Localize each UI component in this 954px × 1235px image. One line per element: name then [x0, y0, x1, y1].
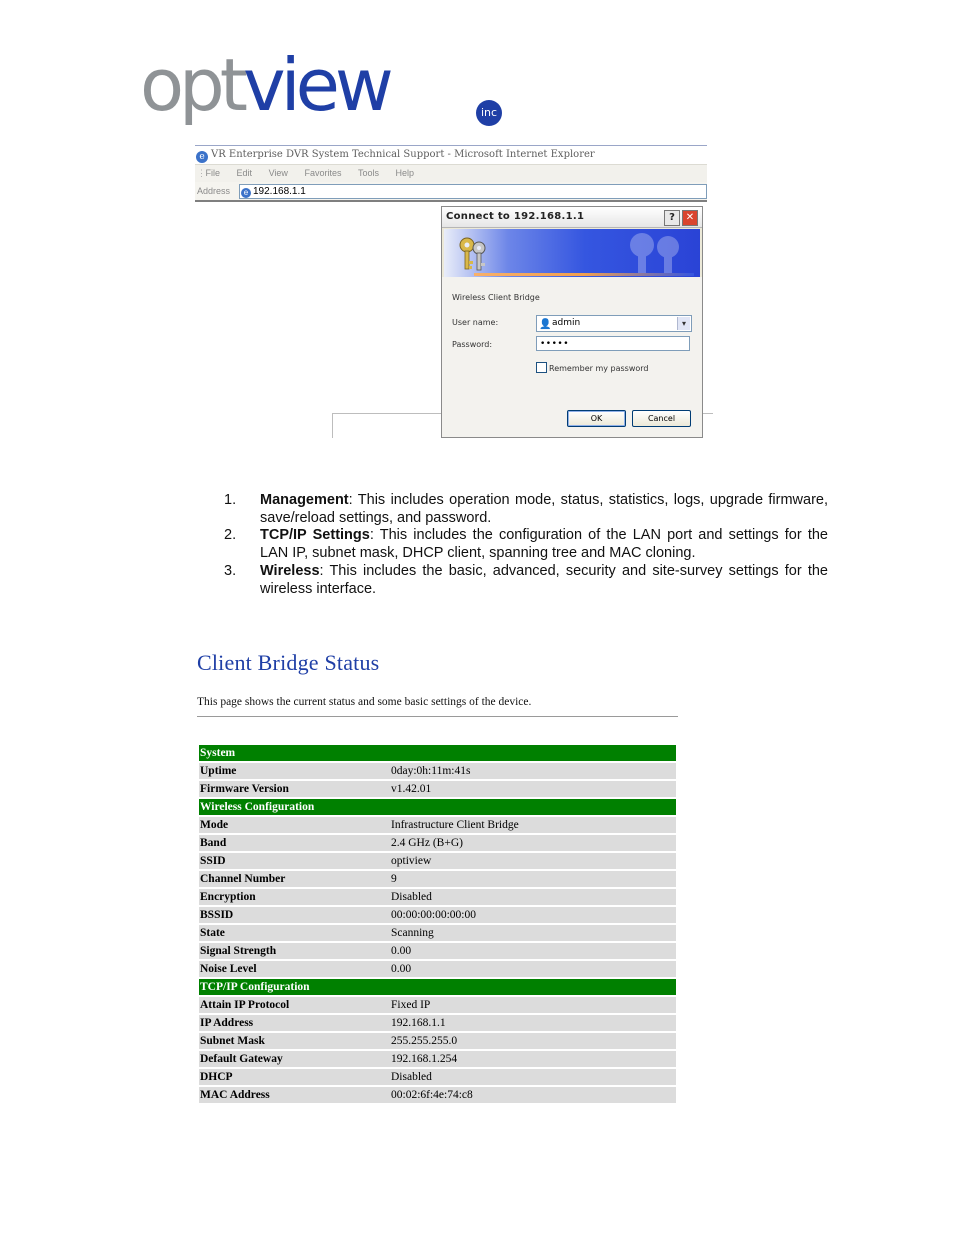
table-row — [199, 1050, 676, 1068]
table-row — [199, 1068, 676, 1086]
toolbar-grip-icon: ⋮ — [197, 168, 206, 178]
row-key: DHCP — [199, 1068, 390, 1086]
remember-label: Remember my password — [549, 364, 649, 373]
auth-realm: Wireless Client Bridge — [452, 293, 540, 302]
help-icon[interactable]: ? — [664, 210, 680, 226]
row-value: 00:00:00:00:00:00 — [390, 906, 676, 924]
address-value: 192.168.1.1 — [253, 186, 306, 197]
row-key: Encryption — [199, 888, 390, 906]
chevron-down-icon[interactable]: ▾ — [677, 317, 690, 330]
username-value: admin — [552, 318, 581, 328]
list-item — [224, 527, 828, 562]
row-value: Disabled — [390, 1068, 676, 1086]
row-value: 0day:0h:11m:41s — [390, 762, 676, 780]
optiview-logo — [140, 43, 520, 130]
table-row — [199, 1014, 676, 1032]
menu-favorites[interactable]: Favorites — [304, 168, 342, 178]
dialog-title-bar — [442, 207, 702, 228]
ok-button[interactable]: OK — [567, 410, 626, 427]
list-item — [224, 492, 828, 527]
close-icon[interactable]: ✕ — [682, 210, 698, 226]
status-page-title: Client Bridge Status — [197, 650, 380, 675]
browser-title: VR Enterprise DVR System Technical Support - Microsoft Internet Explorer — [211, 149, 595, 160]
list-text: : This includes operation mode, status, statistics, logs, upgrade firmware, save/reload settings, and password. — [260, 492, 828, 526]
address-input[interactable] — [239, 184, 707, 199]
row-key: State — [199, 924, 390, 942]
row-key: Channel Number — [199, 870, 390, 888]
section-title: Wireless Configuration — [199, 798, 676, 816]
logo-text-opt: opt — [140, 43, 243, 127]
status-page-description: This page shows the current status and some basic settings of the device. — [197, 696, 532, 708]
section-title: System — [199, 745, 676, 762]
logo-text-view: view — [242, 43, 389, 127]
row-key: BSSID — [199, 906, 390, 924]
table-row — [199, 1032, 676, 1050]
row-value: 192.168.1.254 — [390, 1050, 676, 1068]
username-label: User name: — [452, 318, 499, 327]
table-row — [199, 762, 676, 780]
row-key: MAC Address — [199, 1086, 390, 1104]
banner-accent-line — [474, 273, 694, 276]
keys-icon — [456, 235, 490, 273]
table-row — [199, 888, 676, 906]
ie-icon: e — [196, 151, 208, 163]
row-key: Subnet Mask — [199, 1032, 390, 1050]
row-value: 00:02:6f:4e:74:c8 — [390, 1086, 676, 1104]
address-label: Address — [197, 186, 231, 196]
list-number: 2. — [224, 527, 237, 544]
row-value: 0.00 — [390, 960, 676, 978]
login-dialog — [441, 206, 703, 438]
row-key: SSID — [199, 852, 390, 870]
dialog-title: Connect to 192.168.1.1 — [446, 211, 585, 222]
menu-view[interactable]: View — [268, 168, 288, 178]
table-row — [199, 816, 676, 834]
row-value: Disabled — [390, 888, 676, 906]
dialog-body — [442, 277, 702, 437]
row-key: Firmware Version — [199, 780, 390, 798]
row-value: v1.42.01 — [390, 780, 676, 798]
row-key: Attain IP Protocol — [199, 996, 390, 1014]
table-row — [199, 924, 676, 942]
logo-inc-badge: inc — [476, 100, 502, 126]
password-label: Password: — [452, 340, 493, 349]
menu-tools[interactable]: Tools — [357, 168, 379, 178]
list-term: Management — [260, 492, 349, 508]
table-row — [199, 834, 676, 852]
row-key: Default Gateway — [199, 1050, 390, 1068]
menu-edit[interactable]: Edit — [236, 168, 253, 178]
table-row — [199, 1086, 676, 1104]
row-value: 192.168.1.1 — [390, 1014, 676, 1032]
list-term: Wireless — [260, 562, 320, 579]
divider — [197, 716, 678, 717]
row-key: Signal Strength — [199, 942, 390, 960]
row-value: 255.255.255.0 — [390, 1032, 676, 1050]
logo-wordmark — [140, 43, 389, 127]
row-key: Noise Level — [199, 960, 390, 978]
table-row — [199, 870, 676, 888]
banner-keys-watermark-icon — [622, 231, 692, 275]
table-row — [199, 996, 676, 1014]
section-header-wireless — [199, 798, 676, 816]
row-key: IP Address — [199, 1014, 390, 1032]
section-title: TCP/IP Configuration — [199, 978, 676, 996]
table-row — [199, 906, 676, 924]
list-number: 1. — [224, 492, 237, 508]
table-row — [199, 942, 676, 960]
row-value: 0.00 — [390, 942, 676, 960]
row-value: 2.4 GHz (B+G) — [390, 834, 676, 852]
user-icon: 👤 — [539, 319, 552, 330]
row-value: Infrastructure Client Bridge — [390, 816, 676, 834]
list-text: : This includes the basic, advanced, security and site-survey settings for the wireless interface. — [260, 562, 828, 597]
menu-file[interactable]: File — [205, 168, 221, 178]
password-field[interactable]: ••••• — [536, 336, 690, 351]
remember-password[interactable] — [536, 362, 649, 373]
menu-description-list — [224, 492, 828, 598]
remember-checkbox[interactable] — [536, 362, 547, 373]
menu-help[interactable]: Help — [395, 168, 415, 178]
list-text: : This includes the configuration of the LAN port and settings for the LAN IP, subnet mask, DHCP client, spanning tree and MAC cloning. — [260, 527, 828, 562]
username-combobox[interactable] — [536, 315, 692, 332]
status-table — [199, 745, 676, 1105]
list-item — [224, 563, 828, 598]
row-value: Scanning — [390, 924, 676, 942]
page-icon: e — [241, 188, 251, 198]
row-value: Fixed IP — [390, 996, 676, 1014]
section-header-tcpip — [199, 978, 676, 996]
row-value: optiview — [390, 852, 676, 870]
table-row — [199, 960, 676, 978]
section-header-system — [199, 745, 676, 762]
row-key: Mode — [199, 816, 390, 834]
browser-menu-bar — [195, 164, 707, 183]
row-key: Band — [199, 834, 390, 852]
list-term: TCP/IP Settings — [260, 527, 370, 544]
browser-title-bar — [195, 145, 707, 164]
row-value: 9 — [390, 870, 676, 888]
row-key: Uptime — [199, 762, 390, 780]
table-row — [199, 780, 676, 798]
dialog-banner — [444, 229, 700, 277]
table-row — [199, 852, 676, 870]
list-number: 3. — [224, 562, 237, 579]
address-bar — [195, 182, 707, 202]
cancel-button[interactable]: Cancel — [632, 410, 691, 427]
